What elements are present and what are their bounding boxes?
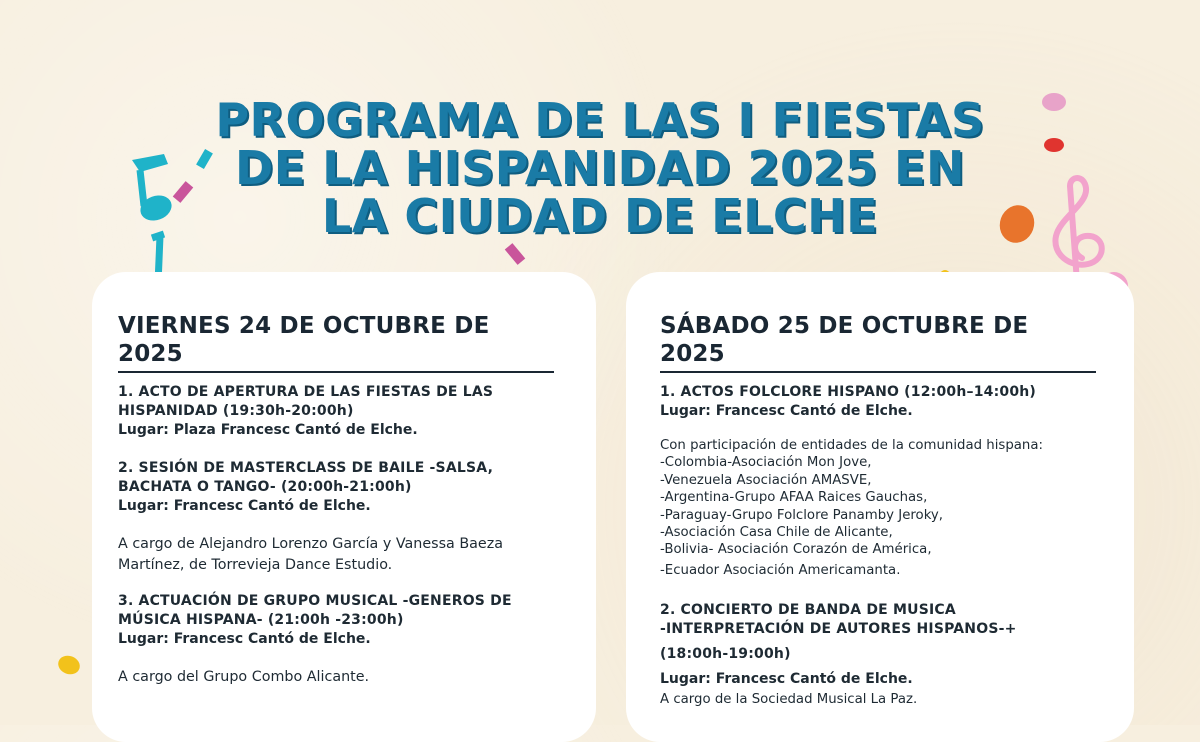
saturday-heading: SÁBADO 25 DE OCTUBRE DE 2025 — [660, 312, 1096, 373]
event-title-line: BACHATA O TANGO- (20:00h-21:00h) — [118, 479, 412, 495]
event-place: Lugar: Francesc Cantó de Elche. — [660, 403, 913, 419]
event-description-line: Martínez, de Torrevieja Dance Estudio. — [118, 557, 393, 573]
event-title — [118, 592, 570, 630]
list-item: -Ecuador Asociación Americamanta. — [660, 562, 901, 578]
friday-event-3 — [118, 592, 570, 688]
page-title — [0, 93, 1200, 243]
event-title-line: 2. CONCIERTO DE BANDA DE MUSICA — [660, 602, 956, 619]
entity-list — [660, 454, 1108, 579]
event-title-line: MÚSICA HISPANA- (21:00h -23:00h) — [118, 612, 404, 628]
event-description-line: A cargo del Grupo Combo Alicante. — [118, 669, 370, 685]
list-item: -Venezuela Asociación AMASVE, — [660, 472, 872, 488]
list-item: -Bolivia- Asociación Corazón de América, — [660, 542, 932, 558]
event-place: Lugar: Francesc Cantó de Elche. — [118, 498, 371, 514]
title-line: PROGRAMA DE LAS I FIESTAS — [215, 93, 985, 147]
event-description — [118, 667, 570, 688]
friday-event-1 — [118, 383, 570, 440]
list-item: -Colombia-Asociación Mon Jove, — [660, 455, 872, 471]
event-place: Lugar: Plaza Francesc Cantó de Elche. — [118, 422, 418, 438]
confetti-icon — [56, 653, 83, 677]
friday-card — [92, 272, 596, 742]
title-line: DE LA HISPANIDAD 2025 EN — [235, 141, 965, 195]
saturday-card — [626, 272, 1134, 742]
event-title — [660, 601, 1108, 664]
event-description-line: A cargo de Alejandro Lorenzo García y Vanessa Baeza — [118, 536, 503, 552]
friday-event-2 — [118, 459, 570, 576]
friday-heading: VIERNES 24 DE OCTUBRE DE 2025 — [118, 312, 554, 373]
event-description-line: A cargo de la Sociedad Musical La Paz. — [660, 692, 918, 708]
event-title-line: 1. ACTOS FOLCLORE HISPANO (12:00h–14:00h) — [660, 384, 1037, 400]
list-item: -Argentina-Grupo AFAA Raices Gauchas, — [660, 490, 928, 506]
saturday-event-2 — [660, 601, 1108, 710]
event-place: Lugar: Francesc Cantó de Elche. — [660, 671, 913, 688]
event-title-line: (18:00h-19:00h) — [660, 646, 791, 663]
event-title — [118, 459, 570, 497]
event-title-line: 1. ACTO DE APERTURA DE LAS FIESTAS DE LAS — [118, 384, 494, 400]
title-line: LA CIUDAD DE ELCHE — [321, 189, 879, 243]
list-item: -Paraguay-Grupo Folclore Panamby Jeroky, — [660, 507, 944, 523]
event-title — [118, 383, 570, 421]
event-title — [660, 383, 1108, 402]
event-title-line: HISPANIDAD (19:30h-20:00h) — [118, 403, 354, 419]
confetti-icon — [505, 243, 526, 265]
event-title-line: -INTERPRETACIÓN DE AUTORES HISPANOS-+ — [660, 621, 1017, 638]
list-item: -Asociación Casa Chile de Alicante, — [660, 525, 893, 541]
event-place: Lugar: Francesc Cantó de Elche. — [118, 631, 371, 647]
saturday-event-1 — [660, 383, 1108, 579]
event-description — [118, 534, 570, 576]
event-intro: Con participación de entidades de la comunidad hispana: — [660, 438, 1043, 453]
event-title-line: 2. SESIÓN DE MASTERCLASS DE BAILE -SALSA, — [118, 460, 494, 476]
event-description — [660, 689, 1108, 710]
event-title-line: 3. ACTUACIÓN DE GRUPO MUSICAL -GENEROS DE — [118, 593, 512, 609]
